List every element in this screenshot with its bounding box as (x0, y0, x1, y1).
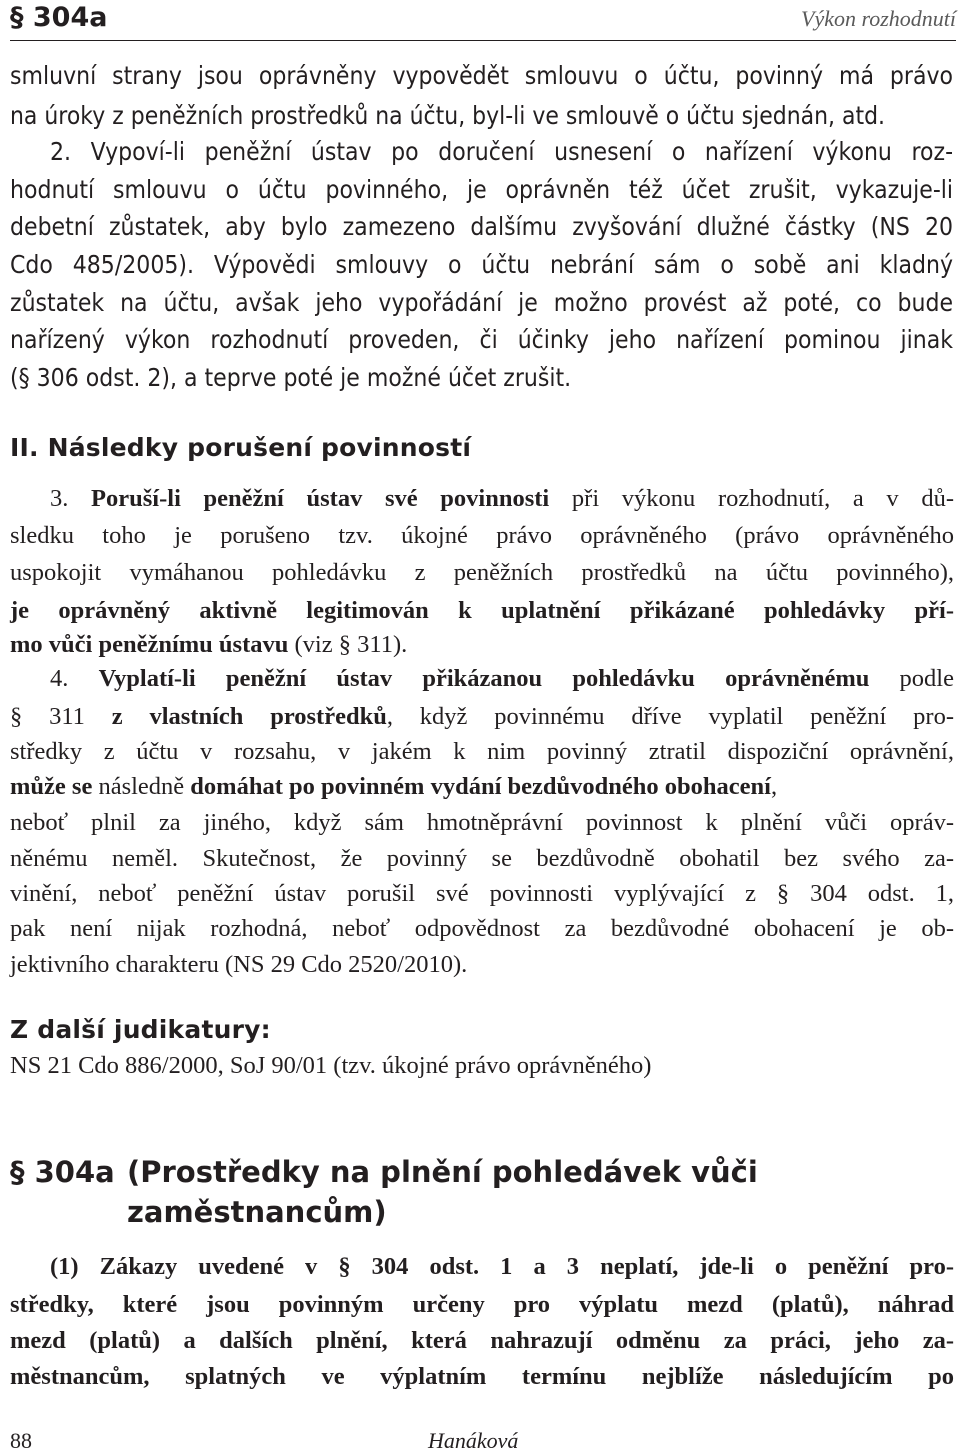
text-line: středky z účtu v rozsahu, v jakém k nim povinný ztratil dispoziční oprávnění, (10, 738, 954, 765)
case-law-citation: NS 21 Cdo 886/2000, SoJ 90/01 (tzv. úkojné právo oprávněného) (10, 1052, 652, 1079)
text-line: něnému neměl. Skutečnost, že povinný se bezdůvodně obohatil bez svého za- (10, 845, 954, 872)
section-304a-heading (10, 1155, 954, 1235)
text-line: sledku toho je porušeno tzv. úkojné právo oprávněného (právo oprávněného (10, 522, 954, 549)
section-304a-title-line1: (Prostředky na plnění pohledávek vůči (127, 1155, 758, 1189)
case-law-heading: Z další judikatury: (10, 1015, 271, 1044)
running-header (10, 0, 956, 42)
footer-author: Hanáková (428, 1428, 519, 1453)
header-rule (10, 40, 956, 41)
statute-line: městnancům, splatných ve výplatním termínu nejblíže následujícím po (10, 1363, 954, 1390)
section-304a-number: § 304a (10, 1155, 115, 1189)
statute-line: mezd (platů) a dalších plnění, která nahrazují odměnu za práci, jeho za- (10, 1327, 954, 1354)
text-line: nařízený výkon rozhodnutí proveden, či účinky jeho nařízení pominou jinak (10, 325, 954, 354)
text-line: na úroky z peněžních prostředků na účtu, byl-li ve smlouvě o účtu sjednán, atd. (10, 101, 886, 130)
text-line: může se následně domáhat po povinném vydání bezdůvodného obohacení, (10, 773, 778, 800)
text-line: vinění, neboť peněžní ústav porušil své povinnosti vyplývající z § 304 odst. 1, (10, 880, 954, 907)
text-line: smluvní strany jsou oprávněny vypovědět smlouvu o účtu, povinný má právo (10, 61, 954, 90)
text-line: jektivního charakteru (NS 29 Cdo 2520/2010). (10, 951, 468, 978)
section-heading: II. Následky porušení povinností (10, 433, 472, 462)
text-line: (§ 306 odst. 2), a teprve poté je možné účet zrušit. (10, 363, 572, 392)
text-line: neboť plnil za jiného, když sám hmotněprávní povinnost k plnění vůči opráv- (10, 809, 954, 836)
text-line: 2. Vypoví-li peněžní ústav po doručení usnesení o nařízení výkonu roz- (50, 137, 954, 166)
text-line: Cdo 485/2005). Výpovědi smlouvy o účtu nebrání sám o sobě ani kladný (10, 250, 954, 279)
text-line: debetní zůstatek, aby bylo zamezeno dalšímu zvyšování dlužné částky (NS 20 (10, 212, 954, 241)
statute-line: středky, které jsou povinným určeny pro výplatu mezd (platů), náhrad (10, 1291, 954, 1318)
text-line: § 311 z vlastních prostředků, když povinnému dříve vyplatil peněžní pro- (10, 703, 954, 730)
text-line: 4. Vyplatí-li peněžní ústav přikázanou pohledávku oprávněnému podle (50, 665, 954, 692)
text-line: je oprávněný aktivně legitimován k uplatnění přikázané pohledávky pří- (10, 597, 954, 624)
text-line: 3. Poruší-li peněžní ústav své povinnosti při výkonu rozhodnutí, a v dů- (50, 485, 954, 512)
text-line: uspokojit vymáhanou pohledávku z peněžních prostředků na účtu povinného), (10, 559, 954, 586)
text-line: mo vůči peněžnímu ústavu (viz § 311). (10, 631, 408, 658)
header-section-number: § 304a (10, 2, 108, 33)
header-chapter-title: Výkon rozhodnutí (801, 6, 956, 31)
text-line: pak není nijak rozhodná, neboť odpovědnost za bezdůvodné obohacení je ob- (10, 915, 954, 942)
page-number: 88 (10, 1428, 32, 1453)
section-304a-title-line2: zaměstnancům) (127, 1195, 387, 1229)
text-line: hodnutí smlouvu o účtu povinného, je oprávněn též účet zrušit, vykazuje-li (10, 175, 954, 204)
statute-line: (1) Zákazy uvedené v § 304 odst. 1 a 3 neplatí, jde-li o peněžní pro- (50, 1253, 954, 1280)
text-line: zůstatek na účtu, avšak jeho vypořádání je možno provést až poté, co bude (10, 288, 954, 317)
